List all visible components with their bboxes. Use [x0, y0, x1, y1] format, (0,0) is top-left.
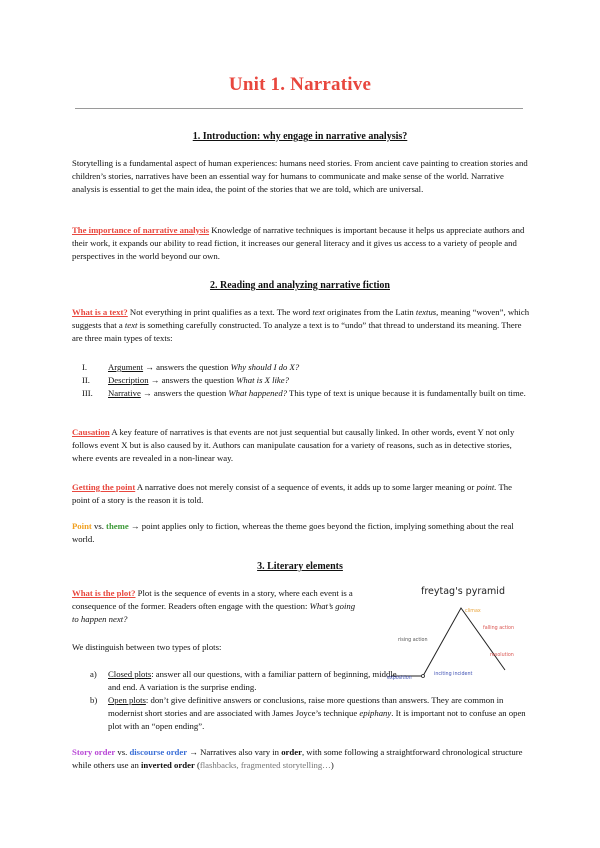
type-arrow: → answers the question	[140, 388, 229, 398]
text-span: A narrative does not merely consist of a sequence of events, it adds up to some larger meaning or	[135, 482, 477, 492]
text-italic: text	[124, 320, 138, 330]
causation-paragraph	[72, 426, 530, 465]
bold-text: inverted order	[141, 760, 195, 770]
what-is-text-paragraph	[72, 306, 530, 345]
type-name: Argument	[108, 362, 144, 372]
text-span: (	[194, 760, 200, 770]
rising-action-label: rising action	[398, 638, 428, 643]
intro-paragraph: Storytelling is a fundamental aspect of human experiences: humans need stories. From ancient cave painting to creation stories and children’s stories, narratives have been an essential way for humans to communicate and make sense of the world. Narrative analysis is essential to get the main idea, the point of the stories that we are told, which are universal.	[72, 158, 528, 194]
type-extra: This type of text is unique because it is fundamentally built on time.	[287, 388, 526, 398]
text-span: → point applies only to fiction, whereas the theme goes beyond the fiction, implying something about the real world.	[72, 521, 514, 544]
plot-type-text: . It is important not to confuse an open plot with an “open ending”.	[108, 708, 526, 731]
plot-paragraph	[72, 587, 362, 626]
text-types-list	[72, 361, 530, 400]
list-item	[72, 668, 398, 694]
text-span: )	[330, 760, 334, 770]
list-item	[72, 374, 530, 387]
plot-type-text: : don’t give definitive answers or conclusions, raise more questions than answers. They are common in modernist short stories and are associated with James Joyce’s technique	[108, 695, 504, 718]
type-arrow: → answers the question	[143, 362, 231, 372]
freytags-pyramid-diagram	[385, 584, 525, 684]
falling-action-label: falling action	[483, 626, 515, 631]
type-name: Description	[108, 375, 149, 385]
type-arrow: → answers the question	[148, 375, 237, 385]
plot-type-text: : answer all our questions, with a familiar pattern of beginning, middle and end. A variation is the surprise ending.	[108, 669, 397, 692]
inciting-point-marker	[422, 675, 425, 678]
text-italic: What’s going to happen next?	[72, 601, 356, 624]
text-span: Not everything in print qualifies as a text. The word	[127, 307, 313, 317]
resolution-label: resolution	[490, 653, 514, 658]
text-italic: text	[312, 307, 325, 317]
list-number: II.	[82, 375, 90, 385]
page-title: Unit 1. Narrative	[228, 74, 372, 95]
text-span: vs.	[91, 521, 107, 531]
title-divider	[75, 108, 523, 109]
plot-type-name: Closed plots	[108, 669, 152, 679]
what-is-text-label: What is a text?	[72, 307, 128, 317]
text-span: , meaning “woven”, which suggests that a	[72, 307, 530, 330]
text-span: vs.	[115, 747, 130, 757]
getting-point-label: Getting the point	[72, 482, 136, 492]
list-number: a)	[90, 669, 97, 679]
bold-text: order	[281, 747, 302, 757]
point-label: Point	[72, 521, 92, 531]
text-span: The point of a story is the reason it is told.	[72, 482, 513, 505]
list-number: b)	[90, 695, 98, 705]
text-italic: textus	[415, 307, 437, 317]
text-italic: epiphany	[359, 708, 392, 718]
causation-label: Causation	[72, 427, 110, 437]
type-question: What happened?	[228, 388, 288, 398]
climax-label: climax	[465, 609, 481, 614]
plot-type-name: Open plots	[108, 695, 146, 705]
text-span: → Narratives also vary in	[187, 747, 282, 757]
type-question: Why should I do X?	[230, 362, 300, 372]
type-name: Narrative	[108, 388, 141, 398]
list-number: III.	[82, 388, 93, 398]
gray-text: flashbacks, fragmented storytelling…	[199, 760, 331, 770]
importance-paragraph	[72, 224, 530, 263]
diagram-title: freytag's pyramid	[421, 586, 505, 597]
story-order-label: Story order	[72, 747, 116, 757]
importance-text: Knowledge of narrative techniques is important because it helps us appreciate authors and their work, it expands our ability to read fiction, it increases our general literacy and it gives us access to a variety of people and perspectives in the world beyond our own.	[72, 225, 525, 261]
list-item	[72, 387, 530, 400]
text-span: , with some following a straightforward chronological structure while others use an	[72, 747, 523, 770]
text-span: is something carefully constructed. To analyze a text is to “undo” that thread to understand its meaning. There are three main types of texts:	[72, 320, 522, 343]
list-item	[72, 361, 530, 374]
text-span: originates from the Latin	[324, 307, 416, 317]
text-italic: point.	[476, 482, 497, 492]
getting-point-paragraph	[72, 481, 530, 507]
story-order-paragraph	[72, 746, 530, 772]
type-question: What is X like?	[236, 375, 289, 385]
causation-text: A key feature of narratives is that events are not just sequential but causally linked. In other words, event Y not only follows event X but is also caused by it. Authors can manipulate causation for a variety of reasons, such as in detective stories, where events are revealed in a non-linear way.	[72, 427, 515, 463]
section-1-heading: 1. Introduction: why engage in narrative analysis?	[192, 131, 408, 142]
point-vs-theme-paragraph	[72, 520, 530, 546]
importance-label: The importance of narrative analysis	[72, 225, 210, 235]
section-3-heading: 3. Literary elements	[257, 561, 343, 572]
theme-label: theme	[106, 521, 129, 531]
inciting-incident-label: inciting incident	[434, 672, 473, 677]
distinguish-paragraph: We distinguish between two types of plots:	[72, 642, 222, 652]
list-item	[72, 694, 530, 733]
plot-label: What is the plot?	[72, 588, 136, 598]
section-2-heading: 2. Reading and analyzing narrative fiction	[209, 280, 390, 291]
exposition-label: exposition	[387, 676, 412, 681]
text-span: Plot is the sequence of events in a story, where each event is a consequence of the former. Readers often engage with the question:	[72, 588, 353, 611]
discourse-order-label: discourse order	[129, 747, 188, 757]
list-number: I.	[82, 362, 88, 372]
